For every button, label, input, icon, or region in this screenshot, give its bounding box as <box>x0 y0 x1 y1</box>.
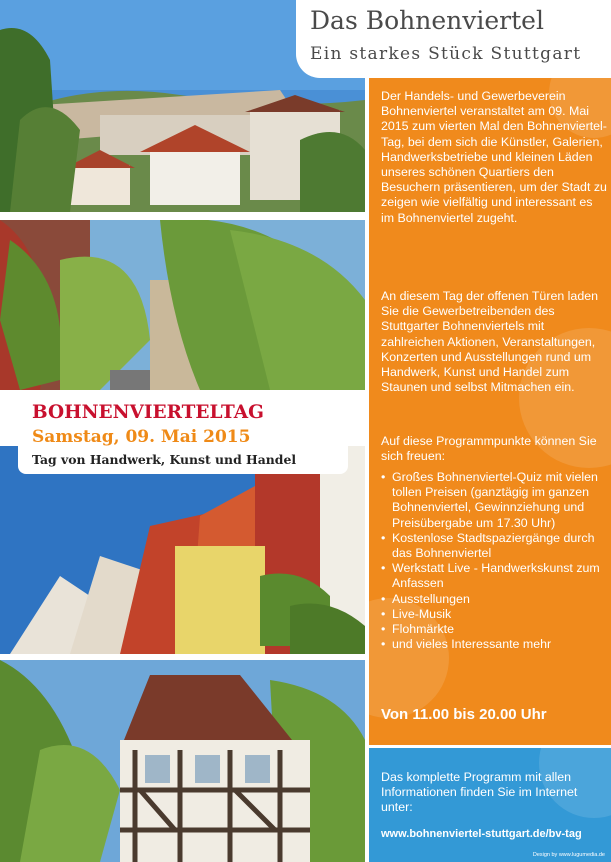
photo-tree-lined-street <box>0 220 365 390</box>
page-subtitle: Ein starkes Stück Stuttgart <box>310 44 582 64</box>
program-item: • Kostenlose Stadtspaziergänge durch das Bohnenviertel <box>381 531 609 561</box>
header <box>296 0 611 78</box>
intro-paragraph: Der Handels- und Gewerbeverein Bohnenviertel veranstaltet am 09. Mai 2015 zum vierten Mal den Bohnenviertel-Tag, bei dem sich die Künstler, Galerien, Handwerksbetriebe und kleinen Läden unseres schönen Quartiers den Besuchern präsentieren, um der Stadt zu zeigen wie vielfältig und interessant es im Bohnenviertel zugeht. <box>381 89 607 225</box>
program-item: • Ausstellungen <box>381 592 609 607</box>
event-box <box>18 394 348 474</box>
program-item: • Großes Bohnenviertel-Quiz mit vielen tollen Preisen (ganztägig im ganzen Bohnenviertel, Gewinnziehung und Preisübergabe um 17.30 Uhr) <box>381 470 609 531</box>
info-footer <box>369 748 611 862</box>
program-item: • Werkstatt Live - Handwerkskunst zum Anfassen <box>381 561 609 591</box>
event-date: Samstag, 09. Mai 2015 <box>32 427 251 447</box>
program-item: • Live-Musik <box>381 607 609 622</box>
info-panel <box>369 78 611 745</box>
intro-paragraph: An diesem Tag der offenen Türen laden Sie die Gewerbetreibenden des Stuttgarter Bohnenviertels mit zahlreichen Aktionen, Veranstaltungen, Konzerten und Ausstellungen rund um Handwerk, Kunst und Handel zum Staunen und selbst Mitmachen ein. <box>381 289 598 395</box>
footer-text: Das komplette Programm mit allen Informationen finden Sie im Internet unter: <box>381 770 578 815</box>
program-list <box>381 470 609 652</box>
event-tagline: Tag von Handwerk, Kunst und Handel <box>32 452 297 467</box>
program-item: • Flohmärkte <box>381 622 609 637</box>
page-title: Das Bohnenviertel <box>310 6 544 35</box>
program-heading: Auf diese Programmpunkte können Sie sich freuen: <box>381 434 597 464</box>
event-name: BOHNENVIERTELTAG <box>32 402 264 423</box>
opening-hours: Von 11.00 bis 20.00 Uhr <box>381 706 547 723</box>
website-link[interactable]: www.bohnenviertel-stuttgart.de/bv-tag <box>381 828 582 840</box>
design-credit: Design by www.lugumedia.de <box>532 852 605 858</box>
program-item: • und vieles Interessante mehr <box>381 637 609 652</box>
photo-half-timbered-tower <box>0 660 365 862</box>
photo-colorful-facades <box>0 446 365 654</box>
